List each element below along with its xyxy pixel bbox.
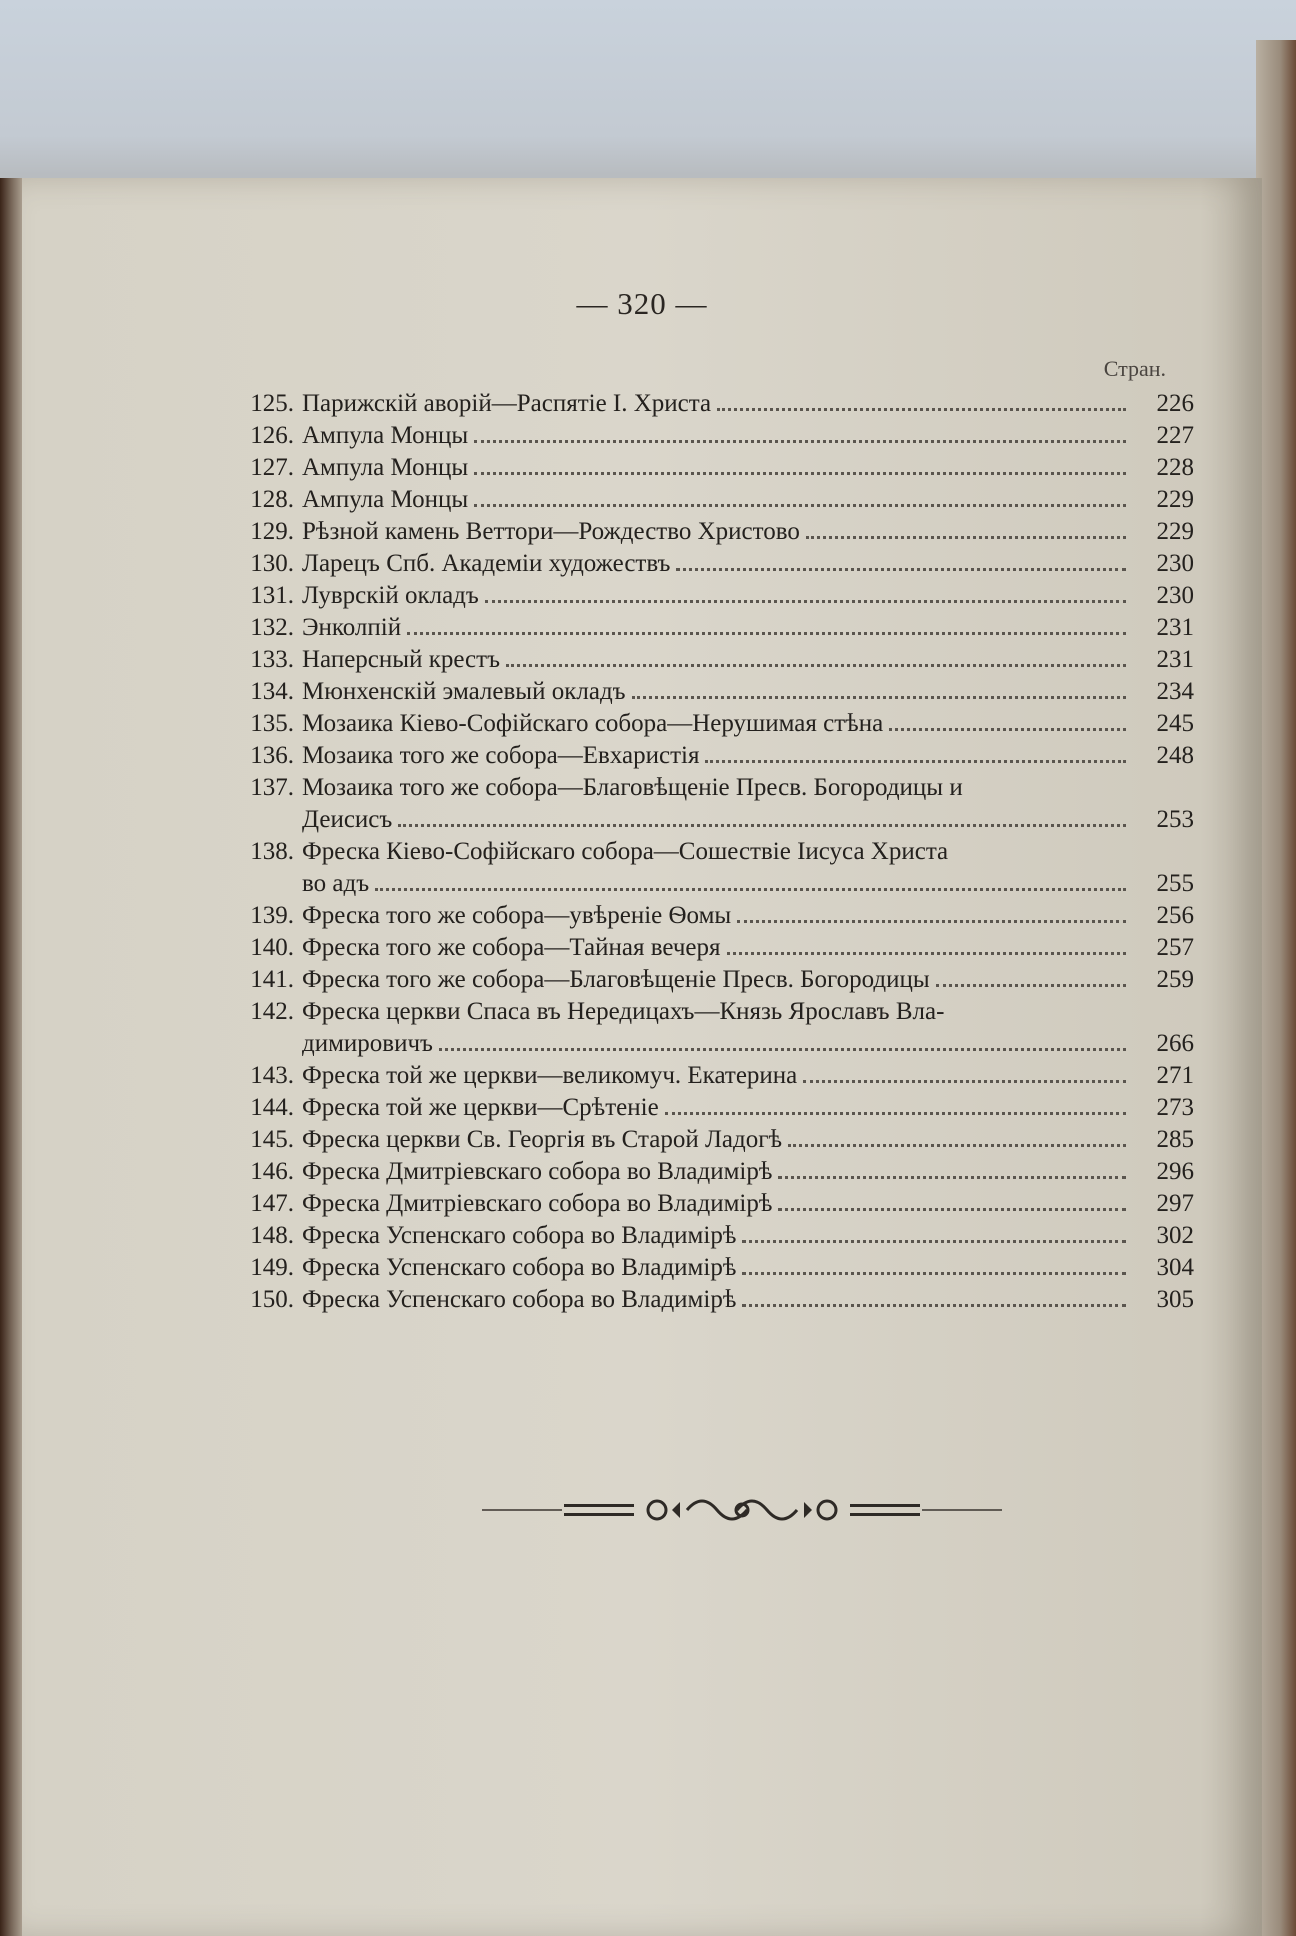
toc-entry-number: 126. — [250, 422, 294, 449]
toc-entry — [234, 420, 1194, 452]
toc-entry — [234, 1156, 1194, 1188]
toc-entry-title: Наперсный крестъ — [302, 646, 501, 673]
toc-entry-title: Мюнхенскій эмалевый окладъ — [302, 678, 626, 705]
toc-entry-continuation — [234, 804, 1194, 836]
book-page — [22, 178, 1262, 1936]
toc-entry-page: 229 — [1156, 518, 1194, 545]
page-number: — 320 — — [576, 286, 708, 321]
toc-entry-continuation — [234, 868, 1194, 900]
toc-entry-page: 304 — [1156, 1254, 1194, 1281]
toc-entry-title: Фреска Успенскаго собора во Владимірѣ — [302, 1222, 737, 1249]
leader-dots — [506, 664, 1126, 667]
toc-entry-title: Мозаика того же собора—Евхаристія — [302, 742, 700, 769]
toc-entry-title: Фреска той же церкви—великомуч. Екатерина — [302, 1062, 798, 1089]
toc-entry-title: Энколпій — [302, 614, 402, 641]
toc-entry-number: 137. — [250, 774, 294, 801]
leader-dots — [717, 408, 1126, 411]
toc-entry — [234, 1284, 1194, 1316]
toc-entry-title: Фреска церкви Св. Георгія въ Старой Ладогѣ — [302, 1126, 783, 1153]
toc-entry-page: 234 — [1156, 678, 1194, 705]
toc-entry-number: 128. — [250, 486, 294, 513]
toc-entry — [234, 1252, 1194, 1284]
leader-dots — [778, 1208, 1126, 1211]
toc-entry-number: 134. — [250, 678, 294, 705]
toc-entry — [234, 1220, 1194, 1252]
toc-entry-number: 131. — [250, 582, 294, 609]
toc-entry — [234, 740, 1194, 772]
leader-dots — [742, 1304, 1126, 1307]
toc-entry — [234, 612, 1194, 644]
toc-entry-page: 248 — [1156, 742, 1194, 769]
leader-dots — [474, 440, 1126, 443]
toc-entry — [234, 772, 1194, 804]
leader-dots — [788, 1144, 1126, 1147]
toc-entry — [234, 1060, 1194, 1092]
toc-entry-page: 230 — [1156, 582, 1194, 609]
toc-entry-page: 253 — [1156, 806, 1194, 833]
toc-entry — [234, 932, 1194, 964]
page-column-header: Стран. — [1103, 356, 1166, 381]
toc-entry-title-continuation: димировичъ — [302, 1030, 433, 1057]
toc-entry-page: 296 — [1156, 1158, 1194, 1185]
toc-entry-title: Фреска того же собора—Благовѣщеніе Пресв. Богородицы — [302, 966, 930, 993]
toc-entry-continuation — [234, 1028, 1194, 1060]
toc-entry-title: Луврскій окладъ — [302, 582, 479, 609]
leader-dots — [676, 568, 1126, 571]
toc-entry-page: 305 — [1156, 1286, 1194, 1313]
toc-entry — [234, 452, 1194, 484]
toc-entry-title: Фреска Успенскаго собора во Владимірѣ — [302, 1286, 737, 1313]
toc-entry-page: 226 — [1156, 390, 1194, 417]
toc-entry-title: Фреска Дмитріевскаго собора во Владимірѣ — [302, 1190, 773, 1217]
leader-dots — [727, 952, 1126, 955]
toc-entry-number: 140. — [250, 934, 294, 961]
toc-entry-number: 148. — [250, 1222, 294, 1249]
toc-entry-page: 271 — [1156, 1062, 1194, 1089]
toc-entry-title: Рѣзной камень Веттори—Рождество Христово — [302, 518, 800, 545]
leader-dots — [665, 1112, 1126, 1115]
leader-dots — [632, 696, 1126, 699]
toc-entry-number: 135. — [250, 710, 294, 737]
toc-entry — [234, 708, 1194, 740]
toc-entry — [234, 964, 1194, 996]
toc-entry — [234, 388, 1194, 420]
toc-entry-number: 127. — [250, 454, 294, 481]
leader-dots — [806, 536, 1126, 539]
toc-entry-title: Мозаика того же собора—Благовѣщеніе Пресв. Богородицы и — [302, 774, 963, 801]
toc-entry-title: Фреска того же собора—Тайная вечеря — [302, 934, 721, 961]
toc-entry-number: 146. — [250, 1158, 294, 1185]
toc-entry-page: 231 — [1156, 614, 1194, 641]
toc-entry-number: 144. — [250, 1094, 294, 1121]
toc-entry — [234, 1092, 1194, 1124]
leader-dots — [375, 888, 1126, 891]
toc-entry-title: Фреска Успенскаго собора во Владимірѣ — [302, 1254, 737, 1281]
toc-entry-title: Фреска той же церкви—Срѣтеніе — [302, 1094, 659, 1121]
toc-entry-page: 227 — [1156, 422, 1194, 449]
toc-entry-title: Ампула Монцы — [302, 422, 469, 449]
toc-entry-page: 230 — [1156, 550, 1194, 577]
toc-entry-title: Фреска того же собора—увѣреніе Ѳомы — [302, 902, 732, 929]
toc-entry-number: 142. — [250, 998, 294, 1025]
toc-entry-number: 133. — [250, 646, 294, 673]
toc-entry-page: 259 — [1156, 966, 1194, 993]
table-of-contents — [234, 388, 1194, 1316]
toc-entry-title-continuation: Деисисъ — [302, 806, 393, 833]
leader-dots — [778, 1176, 1126, 1179]
toc-entry-page: 256 — [1156, 902, 1194, 929]
toc-entry-title: Ларецъ Спб. Академіи художествъ — [302, 550, 671, 577]
toc-entry — [234, 516, 1194, 548]
toc-entry — [234, 996, 1194, 1028]
toc-entry — [234, 676, 1194, 708]
toc-entry-number: 143. — [250, 1062, 294, 1089]
toc-entry-number: 150. — [250, 1286, 294, 1313]
toc-entry-number: 125. — [250, 390, 294, 417]
toc-entry — [234, 548, 1194, 580]
toc-entry-page: 302 — [1156, 1222, 1194, 1249]
toc-entry-page: 266 — [1156, 1030, 1194, 1057]
toc-entry-title: Фреска Кіево-Софійскаго собора—Сошествіе Іисуса Христа — [302, 838, 949, 865]
toc-entry-page: 229 — [1156, 486, 1194, 513]
leader-dots — [474, 504, 1126, 507]
toc-entry — [234, 484, 1194, 516]
toc-entry-page: 297 — [1156, 1190, 1194, 1217]
toc-entry — [234, 644, 1194, 676]
toc-entry-title-continuation: во адъ — [302, 870, 370, 897]
leader-dots — [742, 1272, 1126, 1275]
toc-entry-number: 147. — [250, 1190, 294, 1217]
leader-dots — [936, 984, 1126, 987]
toc-entry — [234, 1188, 1194, 1220]
toc-entry — [234, 900, 1194, 932]
toc-entry-title: Ампула Монцы — [302, 486, 469, 513]
leader-dots — [742, 1240, 1126, 1243]
toc-entry-number: 130. — [250, 550, 294, 577]
toc-entry-number: 138. — [250, 838, 294, 865]
book-spine — [1256, 40, 1296, 1936]
toc-entry-page: 231 — [1156, 646, 1194, 673]
leader-dots — [485, 600, 1126, 603]
toc-entry-title: Фреска церкви Спаса въ Нередицахъ—Князь Ярославъ Вла- — [302, 998, 945, 1025]
toc-entry-page: 245 — [1156, 710, 1194, 737]
toc-entry-page: 257 — [1156, 934, 1194, 961]
toc-entry-number: 149. — [250, 1254, 294, 1281]
toc-entry — [234, 1124, 1194, 1156]
toc-entry-number: 132. — [250, 614, 294, 641]
toc-entry-number: 141. — [250, 966, 294, 993]
leader-dots — [803, 1080, 1126, 1083]
toc-entry-number: 129. — [250, 518, 294, 545]
toc-entry-title: Фреска Дмитріевскаго собора во Владимірѣ — [302, 1158, 773, 1185]
toc-entry — [234, 580, 1194, 612]
toc-entry-title: Парижскій аворій—Распятіе І. Христа — [302, 390, 712, 417]
toc-entry-number: 136. — [250, 742, 294, 769]
toc-entry-number: 145. — [250, 1126, 294, 1153]
leader-dots — [705, 760, 1126, 763]
toc-entry-page: 228 — [1156, 454, 1194, 481]
leader-dots — [889, 728, 1126, 731]
toc-entry-page: 255 — [1156, 870, 1194, 897]
leader-dots — [407, 632, 1126, 635]
leader-dots — [439, 1048, 1126, 1051]
toc-entry-number: 139. — [250, 902, 294, 929]
toc-entry-title: Мозаика Кіево-Софійскаго собора—Нерушимая стѣна — [302, 710, 884, 737]
leader-dots — [398, 824, 1126, 827]
leader-dots — [737, 920, 1126, 923]
toc-entry-title: Ампула Монцы — [302, 454, 469, 481]
toc-entry-page: 285 — [1156, 1126, 1194, 1153]
toc-entry — [234, 836, 1194, 868]
leader-dots — [474, 472, 1126, 475]
decorative-rule-ornament — [482, 1490, 1002, 1530]
toc-entry-page: 273 — [1156, 1094, 1194, 1121]
